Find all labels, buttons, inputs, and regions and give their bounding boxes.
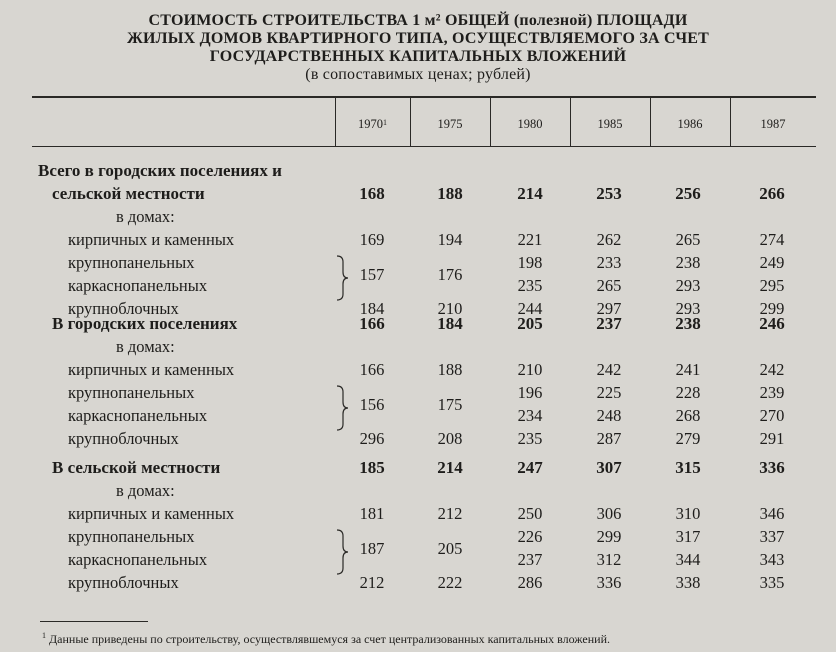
cell-frame-1987: 295 <box>759 276 785 295</box>
footnote <box>42 631 610 647</box>
cell-block-1975: 208 <box>437 429 463 448</box>
header-top-rule <box>32 96 816 98</box>
cell-panel-1987: 337 <box>759 527 785 546</box>
grouping-brace <box>335 529 349 575</box>
cell-frame-1986: 268 <box>675 406 701 425</box>
cell-block-1980: 235 <box>517 429 543 448</box>
cell-brick-1985: 262 <box>596 230 622 249</box>
in-houses-label: в домах: <box>116 207 175 226</box>
column-header-1987: 1987 <box>760 116 786 131</box>
row-label-frame: каркаснопанельных <box>68 550 208 569</box>
cell-panel-frame-merged-1970: 156 <box>359 395 385 414</box>
row-label-frame: каркаснопанельных <box>68 406 208 425</box>
section-title: В сельской местности <box>52 458 221 477</box>
cell-frame-1980: 234 <box>517 406 543 425</box>
cell-brick-1975: 212 <box>437 504 463 523</box>
cell-frame-1985: 265 <box>596 276 622 295</box>
cell-frame-1985: 312 <box>596 550 622 569</box>
cell-brick-1970: 169 <box>359 230 385 249</box>
column-header-1985: 1985 <box>597 116 623 131</box>
cell-frame-1986: 293 <box>675 276 701 295</box>
cell-brick-1980: 221 <box>517 230 543 249</box>
cell-panel-frame-merged-1975: 205 <box>437 539 463 558</box>
cell-brick-1980: 210 <box>517 360 543 379</box>
total-value-1986: 238 <box>675 314 701 333</box>
cell-brick-1986: 241 <box>675 360 701 379</box>
total-value-1987: 266 <box>759 184 785 203</box>
cell-brick-1986: 310 <box>675 504 701 523</box>
total-value-1975: 184 <box>437 314 463 333</box>
in-houses-label: в домах: <box>116 337 175 356</box>
total-value-1970: 185 <box>359 458 385 477</box>
cell-panel-frame-merged-1970: 187 <box>359 539 385 558</box>
section-title-cont: сельской местности <box>52 184 205 203</box>
in-houses-label: в домах: <box>116 481 175 500</box>
cell-panel-1986: 238 <box>675 253 701 272</box>
cell-block-1970: 184 <box>359 299 385 318</box>
total-value-1985: 237 <box>596 314 622 333</box>
cell-block-1987: 299 <box>759 299 785 318</box>
total-value-1987: 246 <box>759 314 785 333</box>
cell-panel-frame-merged-1975: 176 <box>437 265 463 284</box>
cell-block-1987: 335 <box>759 573 785 592</box>
cell-brick-1985: 242 <box>596 360 622 379</box>
section-title: В городских поселениях <box>52 314 238 333</box>
row-label-brick: кирпичных и каменных <box>68 360 235 379</box>
year-label: 1970 <box>358 116 383 131</box>
cell-block-1980: 286 <box>517 573 543 592</box>
title-line-3: ГОСУДАРСТВЕННЫХ КАПИТАЛЬНЫХ ВЛОЖЕНИЙ <box>209 48 627 65</box>
cell-block-1985: 287 <box>596 429 622 448</box>
cell-panel-1985: 299 <box>596 527 622 546</box>
total-value-1975: 214 <box>437 458 463 477</box>
cell-frame-1980: 235 <box>517 276 543 295</box>
cell-brick-1986: 265 <box>675 230 701 249</box>
cell-block-1986: 279 <box>675 429 701 448</box>
cell-block-1986: 338 <box>675 573 701 592</box>
cell-panel-1987: 249 <box>759 253 785 272</box>
cell-block-1970: 212 <box>359 573 385 592</box>
cell-frame-1985: 248 <box>596 406 622 425</box>
column-header-1970 <box>335 109 410 139</box>
footnote-rule <box>40 621 148 622</box>
cell-block-1986: 293 <box>675 299 701 318</box>
cell-panel-frame-merged-1975: 175 <box>437 395 463 414</box>
title-line-2: ЖИЛЫХ ДОМОВ КВАРТИРНОГО ТИПА, ОСУЩЕСТВЛЯЕМОГО ЗА СЧЕТ <box>126 30 710 47</box>
cell-frame-1980: 237 <box>517 550 543 569</box>
cell-block-1985: 336 <box>596 573 622 592</box>
row-label-panel: крупнопанельных <box>68 253 195 272</box>
footnote-text: Данные приведены по строительству, осуществлявшемуся за счет централизованных капитальных вложений. <box>49 632 610 646</box>
header-bottom-rule <box>32 146 816 147</box>
title-line-1: СТОИМОСТЬ СТРОИТЕЛЬСТВА 1 м² ОБЩЕЙ (полезной) ПЛОЩАДИ <box>148 12 688 29</box>
grouping-brace <box>335 385 349 431</box>
row-label-frame: каркаснопанельных <box>68 276 208 295</box>
cell-brick-1987: 274 <box>759 230 785 249</box>
total-value-1980: 205 <box>517 314 543 333</box>
cell-brick-1987: 346 <box>759 504 785 523</box>
row-label-brick: кирпичных и каменных <box>68 504 235 523</box>
total-value-1987: 336 <box>759 458 785 477</box>
row-label-block: крупноблочных <box>68 429 179 448</box>
row-label-panel: крупнопанельных <box>68 527 195 546</box>
cell-brick-1975: 188 <box>437 360 463 379</box>
cell-brick-1985: 306 <box>596 504 622 523</box>
cell-panel-1980: 198 <box>517 253 543 272</box>
total-value-1980: 247 <box>517 458 543 477</box>
grouping-brace <box>335 255 349 301</box>
cell-block-1980: 244 <box>517 299 543 318</box>
section-title: Всего в городских поселениях и <box>38 161 282 180</box>
cell-panel-1986: 317 <box>675 527 701 546</box>
cell-panel-1986: 228 <box>675 383 701 402</box>
cell-brick-1970: 166 <box>359 360 385 379</box>
footnote-mark: 1 <box>42 631 46 640</box>
cell-panel-frame-merged-1970: 157 <box>359 265 385 284</box>
total-value-1980: 214 <box>517 184 543 203</box>
cell-block-1975: 210 <box>437 299 463 318</box>
total-value-1975: 188 <box>437 184 463 203</box>
total-value-1986: 315 <box>675 458 701 477</box>
total-value-1985: 253 <box>596 184 622 203</box>
row-label-brick: кирпичных и каменных <box>68 230 235 249</box>
row-label-block: крупноблочных <box>68 573 179 592</box>
cell-brick-1980: 250 <box>517 504 543 523</box>
table-title <box>0 12 836 84</box>
title-units: (в сопоставимых ценах; рублей) <box>305 66 531 83</box>
cell-brick-1987: 242 <box>759 360 785 379</box>
footnote-mark: 1 <box>383 117 387 127</box>
cell-panel-1985: 233 <box>596 253 622 272</box>
total-value-1985: 307 <box>596 458 622 477</box>
row-label-block: крупноблочных <box>68 299 179 318</box>
column-header-1980: 1980 <box>517 116 543 131</box>
total-value-1970: 166 <box>359 314 385 333</box>
cell-block-1975: 222 <box>437 573 463 592</box>
cell-block-1987: 291 <box>759 429 785 448</box>
cell-brick-1975: 194 <box>437 230 463 249</box>
cell-panel-1985: 225 <box>596 383 622 402</box>
row-label-panel: крупнопанельных <box>68 383 195 402</box>
cell-frame-1986: 344 <box>675 550 701 569</box>
total-value-1986: 256 <box>675 184 701 203</box>
cell-panel-1980: 226 <box>517 527 543 546</box>
cell-panel-1987: 239 <box>759 383 785 402</box>
column-header-1986: 1986 <box>677 116 703 131</box>
cell-frame-1987: 270 <box>759 406 785 425</box>
cell-block-1970: 296 <box>359 429 385 448</box>
cell-panel-1980: 196 <box>517 383 543 402</box>
column-header-1975: 1975 <box>437 116 463 131</box>
cell-brick-1970: 181 <box>359 504 385 523</box>
total-value-1970: 168 <box>359 184 385 203</box>
cell-frame-1987: 343 <box>759 550 785 569</box>
cell-block-1985: 297 <box>596 299 622 318</box>
